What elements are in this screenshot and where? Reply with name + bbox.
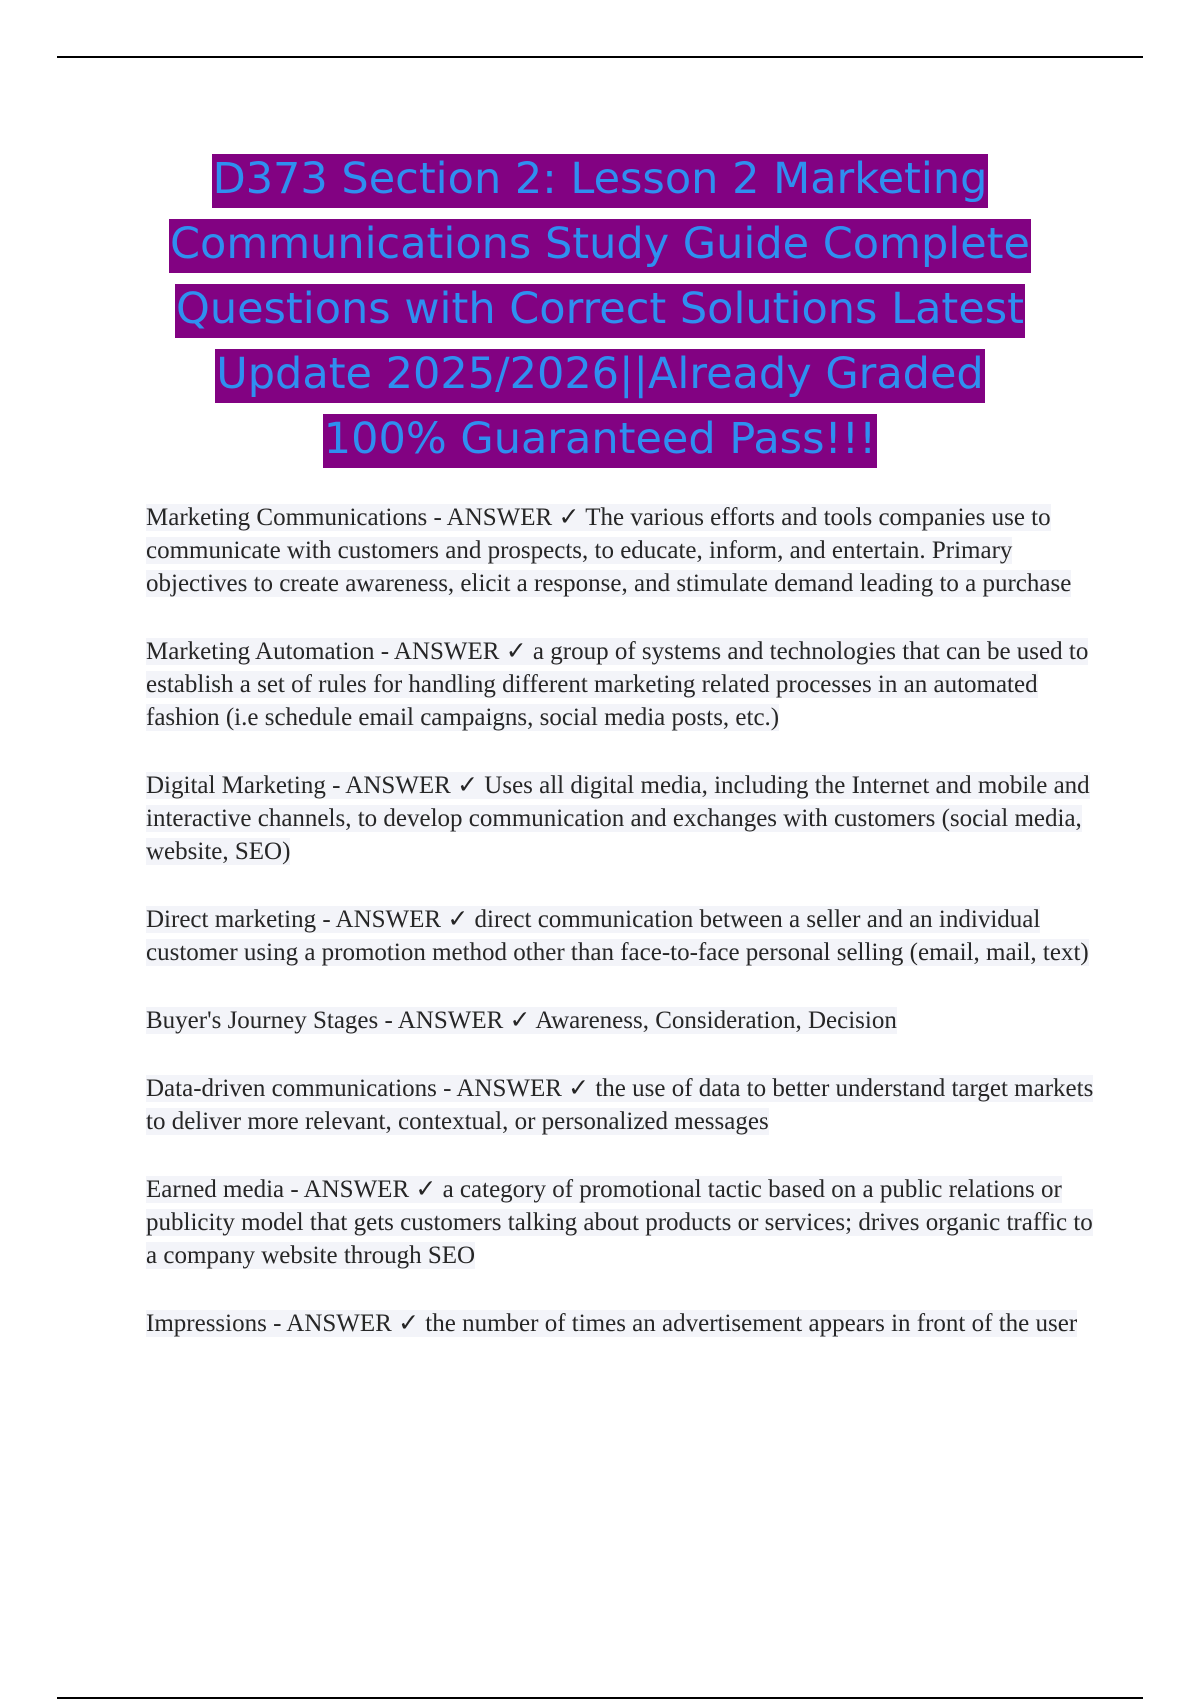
- qa-answer-marker: - ANSWER ✓: [284, 1176, 443, 1203]
- qa-term: Digital Marketing: [146, 772, 326, 799]
- qa-term: Impressions: [146, 1310, 267, 1337]
- qa-entry: [146, 1173, 1096, 1272]
- qa-entry: [146, 769, 1096, 868]
- qa-definition: Awareness, Consideration, Decision: [535, 1007, 897, 1034]
- qa-term: Buyer's Journey Stages: [146, 1007, 379, 1034]
- qa-term: Earned media: [146, 1176, 285, 1203]
- title-line-3: Questions with Correct Solutions Latest: [175, 284, 1025, 338]
- qa-definition: a category of promotional tactic based on a public relations or publicity model that gets customers talking about products or services; drives organic traffic to a company website through SEO: [146, 1176, 1093, 1269]
- qa-entry: [146, 903, 1096, 969]
- bottom-rule: [57, 1697, 1143, 1699]
- qa-entry: [146, 635, 1096, 734]
- qa-list: [146, 501, 1096, 1340]
- title-line-2: Communications Study Guide Complete: [169, 219, 1031, 273]
- qa-entry: [146, 1072, 1096, 1138]
- qa-entry: [146, 1004, 1096, 1037]
- title-line-4: Update 2025/2026||Already Graded: [215, 349, 984, 403]
- top-rule: [57, 56, 1143, 58]
- qa-definition: the use of data to better understand target markets to deliver more relevant, contextual, or personalized messages: [146, 1075, 1094, 1135]
- title-line-5: 100% Guaranteed Pass!!!: [323, 414, 877, 468]
- qa-answer-marker: - ANSWER ✓: [316, 906, 475, 933]
- qa-term: Data-driven communications: [146, 1075, 437, 1102]
- title-line-1: D373 Section 2: Lesson 2 Marketing: [212, 154, 989, 208]
- qa-answer-marker: - ANSWER ✓: [378, 1007, 536, 1034]
- qa-definition: the number of times an advertisement appears in front of the user: [425, 1310, 1078, 1337]
- qa-definition: Uses all digital media, including the Internet and mobile and interactive channels, to develop communication and exchanges with customers (social media, website, SEO): [146, 772, 1090, 865]
- qa-term: Marketing Communications: [146, 504, 428, 531]
- qa-answer-marker: - ANSWER ✓: [325, 772, 485, 799]
- qa-definition: The various efforts and tools companies use to communicate with customers and prospects, to educate, inform, and entertain. Primary objectives to create awareness, elicit a response, and stimulate demand leading to a purchase: [146, 504, 1072, 597]
- qa-entry: [146, 501, 1096, 600]
- qa-term: Marketing Automation: [146, 638, 375, 665]
- qa-answer-marker: - ANSWER ✓: [374, 638, 533, 665]
- qa-definition: a group of systems and technologies that can be used to establish a set of rules for handling different marketing related processes in an automated fashion (i.e schedule email campaigns, social media posts, etc.): [146, 638, 1089, 731]
- qa-answer-marker: - ANSWER ✓: [266, 1310, 426, 1337]
- qa-definition: direct communication between a seller and an individual customer using a promotion method other than face-to-face personal selling (email, mail, text): [146, 906, 1089, 966]
- qa-answer-marker: - ANSWER ✓: [427, 504, 586, 531]
- qa-entry: [146, 1307, 1096, 1340]
- document-title: [100, 147, 1100, 472]
- qa-term: Direct marketing: [146, 906, 317, 933]
- qa-answer-marker: - ANSWER ✓: [436, 1075, 596, 1102]
